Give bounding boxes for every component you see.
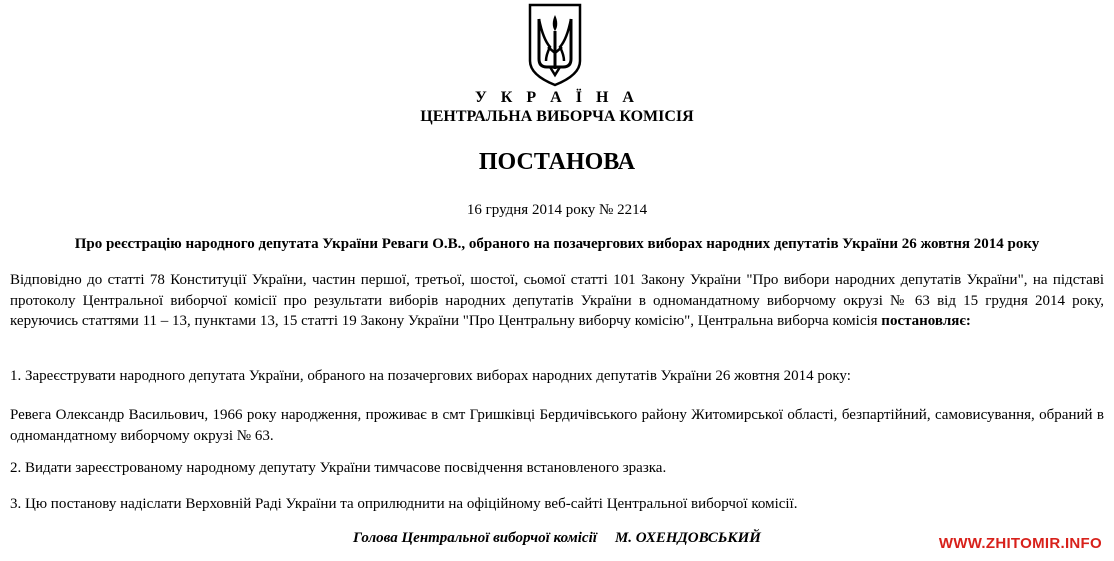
preamble-paragraph <box>10 270 1104 332</box>
item-3-paragraph: 3. Цю постанову надіслати Верховній Раді України та оприлюднити на офіційному веб-сайті Центральної виборчої комісії. <box>10 496 798 512</box>
site-watermark: WWW.ZHITOMIR.INFO <box>938 535 1102 552</box>
item-2-paragraph: 2. Видати зареєстрованому народному депутату України тимчасове посвідчення встановленого зразка. <box>10 460 667 476</box>
subject-heading: Про реєстрацію народного депутата України Реваги О.В., обраного на позачергових виборах народних депутатів України 26 жовтня 2014 року <box>74 236 1040 252</box>
resolves-text: постановляє: <box>881 313 971 329</box>
date-and-number: 16 грудня 2014 року № 2214 <box>466 202 648 218</box>
item-1-paragraph: 1. Зареєструвати народного депутата України, обраного на позачергових виборах народних депутатів України 26 жовтня 2014 року: <box>10 368 851 384</box>
document-type-title: ПОСТАНОВА <box>478 149 636 175</box>
person-paragraph: Ревега Олександр Васильович, 1966 року народження, проживає в смт Гришківці Бердичівського району Житомирської області, безпартійний, самовисування, обраний в одномандатному виборчому окрузі № 63. <box>10 407 1104 444</box>
signature-name: М. ОХЕНДОВСЬКИЙ <box>614 530 761 546</box>
country-heading: У К Р А Ї Н А <box>475 89 639 106</box>
trident-emblem-icon <box>526 3 584 87</box>
organization-heading: ЦЕНТРАЛЬНА ВИБОРЧА КОМІСІЯ <box>420 108 694 125</box>
preamble-text: Відповідно до статті 78 Конституції України, частин першої, третьої, шостої, сьомої статті 101 Закону України "Про вибори народних депутатів України", на підставі протоколу Центральної виборчої комісії про результати виборів народних депутатів України в одномандатному виборчому окрузі № 63 від 15 грудня 2014 року, керуючись статтями 11 – 13, пунктами 13, 15 статті 19 Закону України "Про Центральну виборчу комісію", Центральна виборча комісія <box>10 272 1104 329</box>
signature-title: Голова Центральної виборчої комісії <box>353 530 597 546</box>
